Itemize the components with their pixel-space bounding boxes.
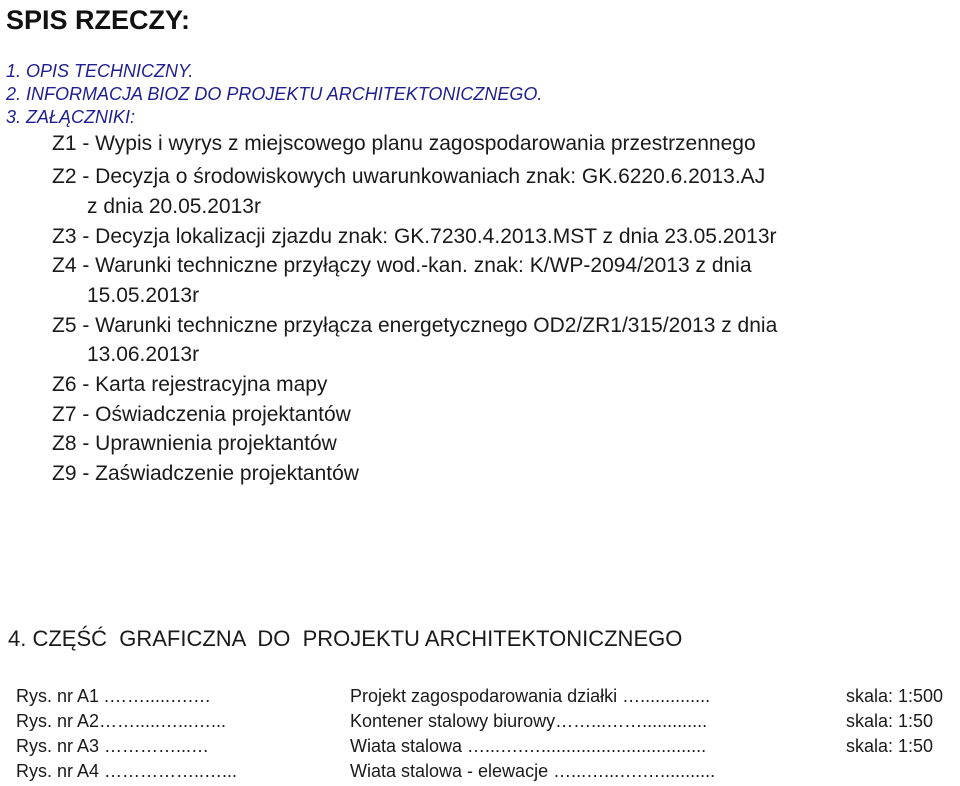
drawing-ref: Rys. nr A1 .…….....….… <box>16 686 212 706</box>
attachment-z9: Z9 - Zaświadczenie projektantów <box>52 462 359 485</box>
drawing-scale: skala: 1:500 <box>846 686 944 706</box>
attachment-z2-date: z dnia 20.05.2013r <box>87 195 261 218</box>
section-graphic-part-heading: 4. CZĘŚĆ GRAFICZNA DO PROJEKTU ARCHITEKTONICZNEGO <box>8 626 683 651</box>
drawing-ref: Rys. nr A3 …………...… <box>16 736 210 756</box>
drawing-title: Kontener stalowy biurowy……...……............. <box>350 711 708 731</box>
drawing-title: Wiata stalowa - elewacje …...…...….…........... <box>350 761 716 781</box>
drawing-scale: skala: 1:50 <box>846 711 934 731</box>
drawing-ref: Rys. nr A2…….....…...…... <box>16 711 227 731</box>
drawing-row <box>0 759 960 783</box>
page-title: SPIS RZECZY: <box>6 5 191 35</box>
drawing-row <box>0 684 960 708</box>
attachment-z1: Z1 - Wypis i wyrys z miejscowego planu zagospodarowania przestrzennego <box>52 132 756 155</box>
attachment-z7: Z7 - Oświadczenia projektantów <box>52 403 351 426</box>
attachment-z4-date: 15.05.2013r <box>87 284 200 307</box>
toc-item-opis: 1. OPIS TECHNICZNY. <box>6 61 194 81</box>
attachment-z3: Z3 - Decyzja lokalizacji zjazdu znak: GK.7230.4.2013.MST z dnia 23.05.2013r <box>52 225 777 248</box>
drawing-title: Wiata stalowa …...….…................................. <box>350 736 707 756</box>
drawing-row <box>0 709 960 733</box>
attachment-z8: Z8 - Uprawnienia projektantów <box>52 432 337 455</box>
attachment-z5: Z5 - Warunki techniczne przyłącza energetycznego OD2/ZR1/315/2013 z dnia <box>52 314 778 337</box>
attachment-z2: Z2 - Decyzja o środowiskowych uwarunkowaniach znak: GK.6220.6.2013.AJ <box>52 165 766 188</box>
toc-item-informacja-bioz: 2. INFORMACJA BIOZ DO PROJEKTU ARCHITEKTONICZNEGO. <box>6 84 543 104</box>
attachment-z4: Z4 - Warunki techniczne przyłączy wod.-kan. znak: K/WP-2094/2013 z dnia <box>52 254 752 277</box>
drawing-scale: skala: 1:50 <box>846 736 934 756</box>
toc-item-zalaczniki: 3. ZAŁĄCZNIKI: <box>6 107 136 127</box>
drawing-row <box>0 734 960 758</box>
attachment-z6: Z6 - Karta rejestracyjna mapy <box>52 373 328 396</box>
drawing-ref: Rys. nr A4 ……………..…... <box>16 761 238 781</box>
drawing-title: Projekt zagospodarowania działki ….............. <box>350 686 711 706</box>
attachment-z5-date: 13.06.2013r <box>87 343 200 366</box>
